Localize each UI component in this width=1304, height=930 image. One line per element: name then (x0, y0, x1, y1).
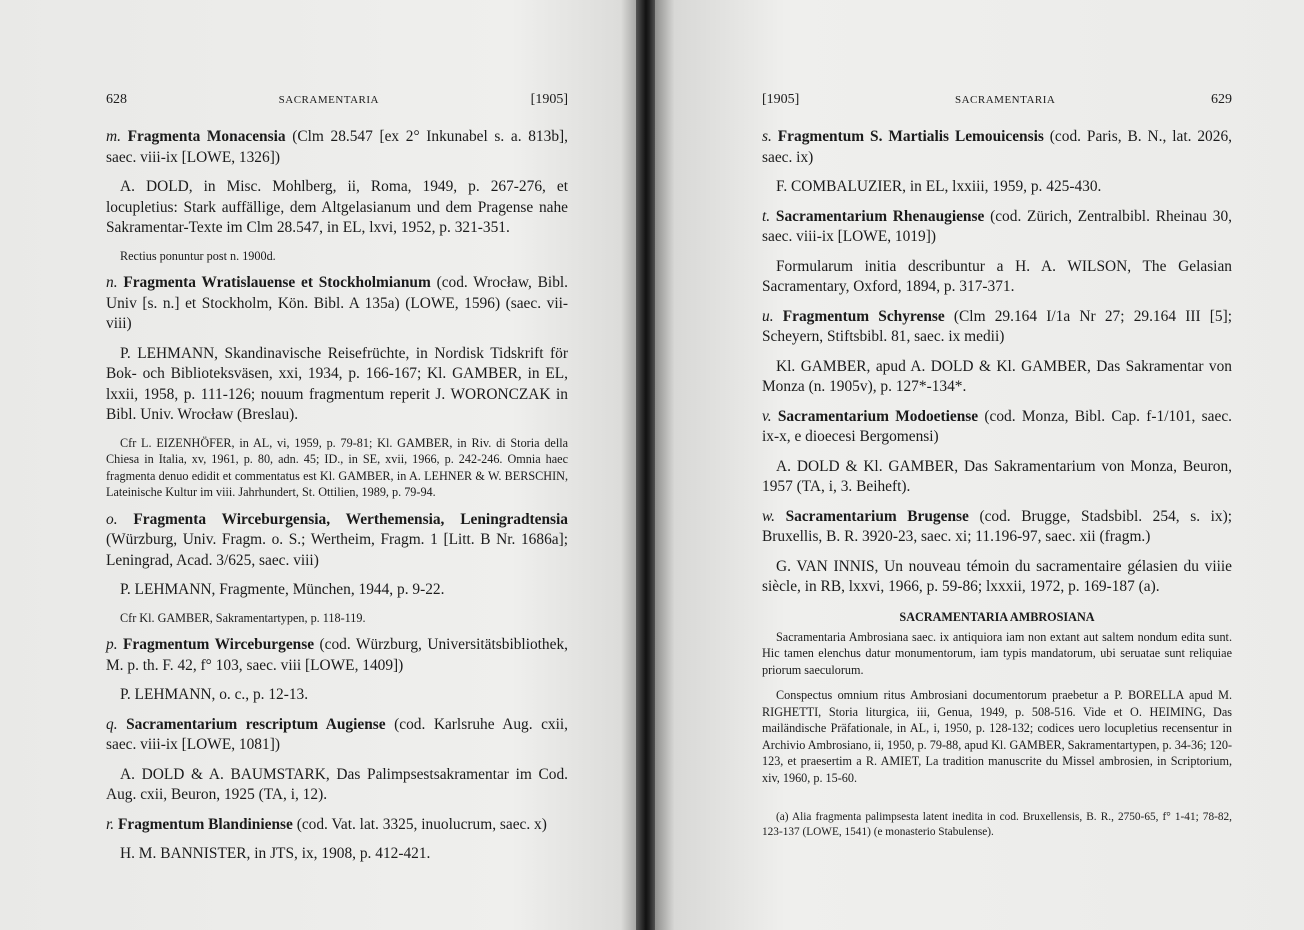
right-page-content (762, 92, 1232, 851)
commentary-note: Rectius ponuntur post n. 1900d. (120, 248, 276, 263)
commentary-note: Conspectus omnium ritus Ambrosiani documentorum praebetur a P. BORELLA apud M. RIGHETTI, Storia liturgica, iii, Genua, 1949, p. 508-516. Vide et O. HEIMING, Das mailändische Präfationale, in AL, i, 1950, p. 128-132; codices uero locupletius recensentur in Archivio Ambrosiano, ii, 1950, p. 79-88, apud Kl. GAMBER, Sakramentartypen, p. 34-36; 120-123, et praesertim a R. AMIET, La tradition manuscrite du Missel ambrosien, in Scriptorium, xiv, 1960, p. 15-60. (762, 688, 1232, 785)
bibliography-reference: Formularum initia describuntur a H. A. WILSON, The Gelasian Sacramentary, Oxford, 1894, p. 317-371. (762, 257, 1232, 295)
bibliography-reference: G. VAN INNIS, Un nouveau témoin du sacramentaire gélasien du viiie siècle, in RB, lxxvi, 1966, p. 59-86; lxxxii, 1972, p. 169-187 (a). (762, 557, 1232, 595)
commentary-note: Cfr Kl. GAMBER, Sakramentartypen, p. 118-119. (120, 610, 366, 625)
catalog-entry: u. Fragmentum Schyrense (Clm 29.164 I/1a Nr 27; 29.164 III [5]; Scheyern, Stiftsbibl. 81, saec. ix medii) (762, 307, 1233, 345)
bibliography-reference: Kl. GAMBER, apud A. DOLD & Kl. GAMBER, Das Sakramentar von Monza (n. 1905v), p. 127*-134*. (762, 357, 1232, 395)
catalog-entry: t. Sacramentarium Rhenaugiense (cod. Zürich, Zentralbibl. Rheinau 30, saec. viii-ix [LOWE, 1019]) (762, 207, 1232, 245)
catalog-entry: r. Fragmentum Blandiniense (cod. Vat. lat. 3325, inuolucrum, saec. x) (106, 815, 547, 833)
catalog-entry: v. Sacramentarium Modoetiense (cod. Monza, Bibl. Cap. f-1/101, saec. ix-x, e dioecesi Bergomensi) (762, 407, 1232, 445)
left-page (0, 0, 640, 930)
catalog-entry: q. Sacramentarium rescriptum Augiense (cod. Karlsruhe Aug. cxii, saec. viii-ix [LOWE, 1081]) (106, 715, 568, 753)
catalog-entry: w. Sacramentarium Brugense (cod. Brugge, Stadsbibl. 254, s. ix); Bruxellis, B. R. 3920-23, saec. xi; 11.196-97, saec. xii (fragm.) (762, 507, 1233, 545)
bibliography-reference: A. DOLD & A. BAUMSTARK, Das Palimpsestsakramentar im Cod. Aug. cxii, Beuron, 1925 (TA, i, 12). (106, 765, 568, 803)
right-page (655, 0, 1304, 930)
commentary-note: Cfr L. EIZENHÖFER, in AL, vi, 1959, p. 79-81; Kl. GAMBER, in Riv. di Storia della Chiesa in Italia, xv, 1961, p. 80, adn. 45; ID., in SE, xvii, 1966, p. 242-246. Omnia haec fragmenta denuo edidit et commentatus est Kl. GAMBER, in A. LEHNER & W. BERSCHIN, Lateinische Kultur im viii. Jahrhundert, St. Ottilien, 1989, p. 79-94. (106, 435, 568, 499)
running-head (762, 92, 1232, 108)
page-number: 629 (1211, 92, 1232, 107)
section-heading: SACRAMENTARIA AMBROSIANA (899, 609, 1095, 624)
bibliography-reference: P. LEHMANN, Fragmente, München, 1944, p. 9-22. (120, 581, 445, 598)
running-title: SACRAMENTARIA (278, 94, 380, 106)
bibliography-reference: F. COMBALUZIER, in EL, lxxiii, 1959, p. 425-430. (776, 178, 1102, 195)
catalog-entry: o. Fragmenta Wirceburgensia, Werthemensia, Leningradtensia (Würzburg, Univ. Fragm. o. S.; Wertheim, Fragm. 1 [Litt. B Nr. 1686a]; Leningrad, Acad. 3/625, saec. viii) (106, 510, 569, 569)
bibliography-reference: A. DOLD & Kl. GAMBER, Das Sakramentarium von Monza, Beuron, 1957 (TA, i, 3. Beiheft). (762, 457, 1232, 495)
bibliography-reference: H. M. BANNISTER, in JTS, ix, 1908, p. 412-421. (120, 845, 431, 862)
running-year: [1905] (762, 92, 800, 107)
bibliography-reference: P. LEHMANN, o. c., p. 12-13. (120, 686, 309, 703)
footnote: (a) Alia fragmenta palimpsesta latent inedita in cod. Bruxellensis, B. R., 2750-65, f° 1-41; 78-82, 123-137 (LOWE, 1541) (e monasterio Stabulense). (762, 811, 1232, 838)
catalog-entry: p. Fragmentum Wirceburgense (cod. Würzburg, Universitätsbibliothek, M. p. th. F. 42, f° 103, saec. viii [LOWE, 1409]) (106, 636, 569, 674)
bibliography-reference: P. LEHMANN, Skandinavische Reisefrüchte, in Nordisk Tidskrift för Bok- och Biblioteksväsen, xxi, 1934, p. 166-167; Kl. GAMBER, in EL, lxxii, 1958, p. 111-126; nouum fragmentum reperit J. WORONCZAK in Bibl. Univ. Wrocław (Breslau). (106, 344, 568, 423)
catalog-entry: n. Fragmenta Wratislauense et Stockholmianum (cod. Wrocław, Bibl. Univ [s. n.] et Stockholm, Kön. Bibl. A 135a) (LOWE, 1596) (saec. vii-viii) (106, 274, 569, 332)
running-title: SACRAMENTARIA (954, 94, 1056, 106)
running-year: [1905] (530, 92, 568, 107)
running-head (106, 92, 568, 108)
right-page-blocks (762, 127, 1232, 840)
catalog-entry: s. Fragmentum S. Martialis Lemouicensis (cod. Paris, B. N., lat. 2026, saec. ix) (762, 128, 1232, 166)
page-number: 628 (106, 92, 127, 107)
commentary-note: Sacramentaria Ambrosiana saec. ix antiquiora iam non extant aut saltem nondum edita sunt. Hic tamen elenchus datur monumentorum, iam typis mandatorum, ubi seruatae sunt reliquiae priorum saeculorum. (762, 629, 1232, 677)
bibliography-reference: A. DOLD, in Misc. Mohlberg, ii, Roma, 1949, p. 267-276, et locupletius: Stark auffällige, dem Altgelasianum und dem Pragense nahe Sakramentar-Texte im Clm 28.547, in EL, lxvi, 1952, p. 321-351. (106, 178, 568, 236)
left-page-blocks (106, 127, 568, 865)
left-page-content (106, 92, 568, 874)
catalog-entry: m. Fragmenta Monacensia (Clm 28.547 [ex 2° Inkunabel s. a. 813b], saec. viii-ix [LOWE, 1326]) (106, 128, 568, 166)
